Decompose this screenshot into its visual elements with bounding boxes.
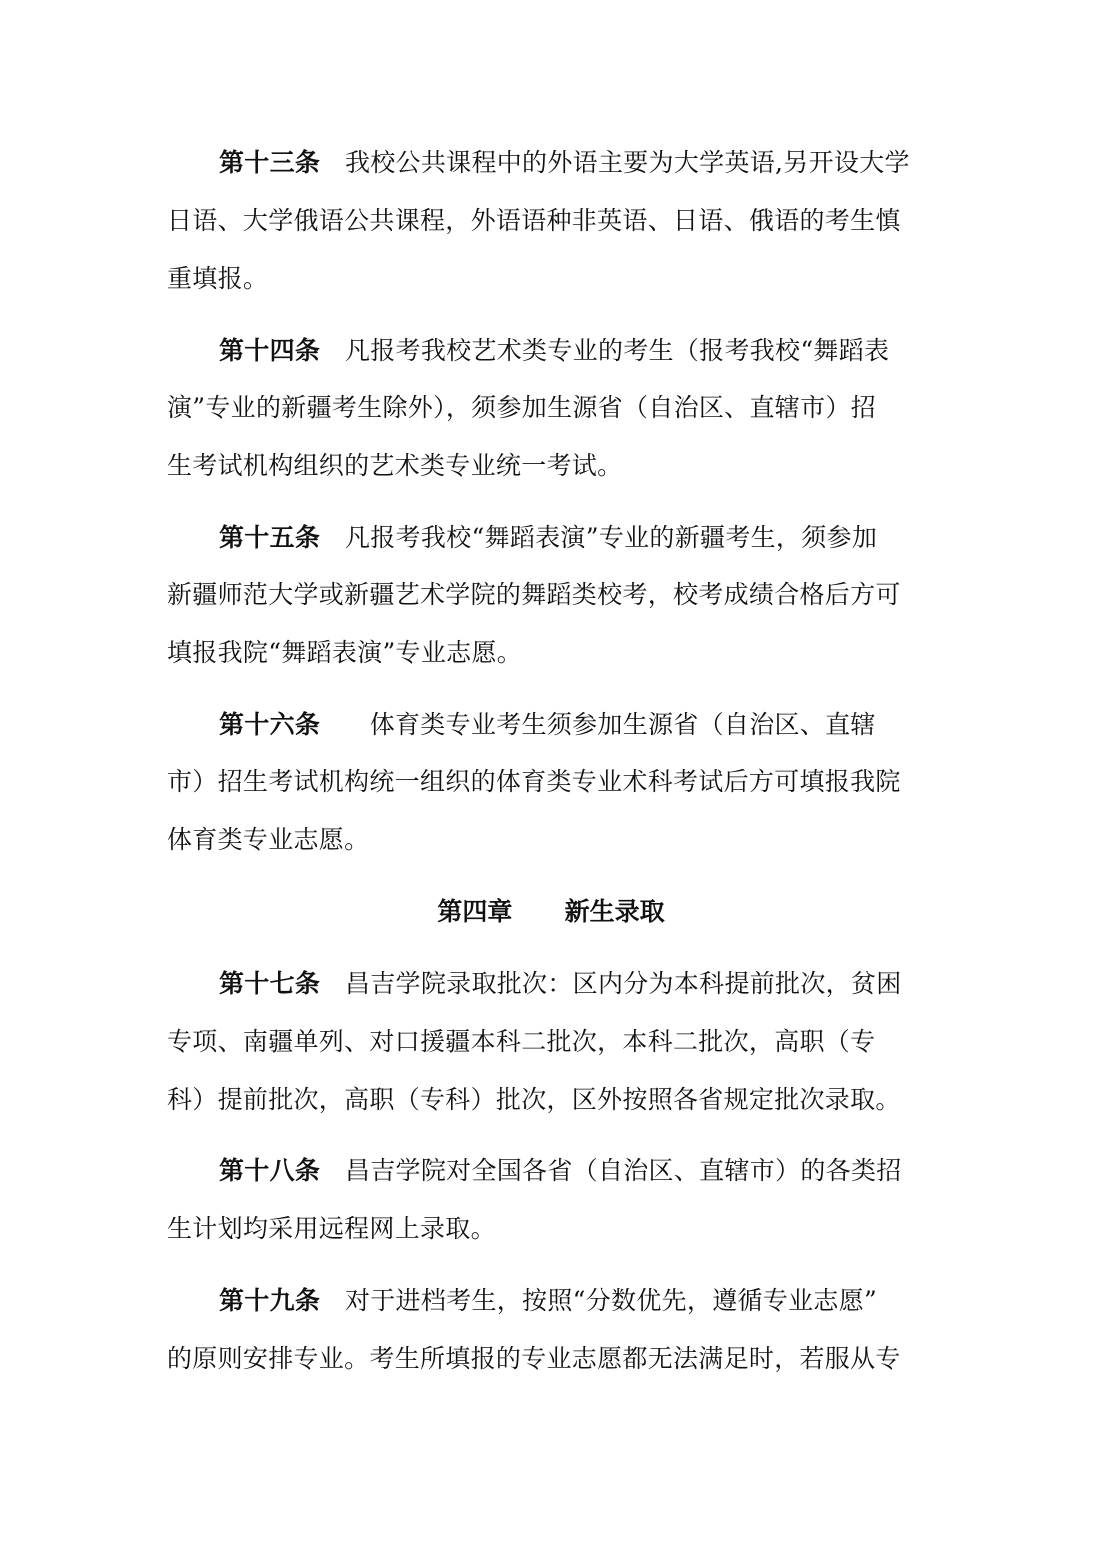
article-label: 第十八条 [219, 1156, 321, 1185]
article-label: 第十五条 [219, 523, 321, 552]
article-label: 第十六条 [219, 710, 321, 739]
article-label: 第十四条 [219, 336, 321, 365]
article-17-line-2: 专项、南疆单列、对口援疆本科二批次，本科二批次，高职（专 [167, 1027, 876, 1056]
article-19-line-2: 的原则安排专业。考生所填报的专业志愿都无法满足时，若服从专 [167, 1344, 901, 1373]
article-14-line-3: 生考试机构组织的艺术类专业统一考试。 [167, 451, 623, 480]
chapter-heading: 第四章 新生录取 [437, 897, 665, 926]
article-13-line-3: 重填报。 [167, 264, 269, 293]
article-16-line-3: 体育类专业志愿。 [167, 825, 370, 854]
article-label: 第十九条 [219, 1286, 321, 1315]
article-label: 第十三条 [219, 148, 321, 177]
article-17-line-3: 科）提前批次，高职（专科）批次，区外按照各省规定批次录取。 [167, 1085, 901, 1114]
article-16-line-2: 市）招生考试机构统一组织的体育类专业术科考试后方可填报我院 [167, 767, 901, 796]
article-19-line-1: 第十九条 对于进档考生，按照“分数优先，遵循专业志愿” [219, 1286, 878, 1315]
article-17-line-1: 第十七条 昌吉学院录取批次：区内分为本科提前批次，贫困 [219, 969, 902, 998]
article-label: 第十七条 [219, 969, 321, 998]
article-18-line-2: 生计划均采用远程网上录取。 [167, 1214, 496, 1243]
article-13-line-2: 日语、大学俄语公共课程，外语语种非英语、日语、俄语的考生慎 [167, 206, 901, 235]
article-15-line-2: 新疆师范大学或新疆艺术学院的舞蹈类校考，校考成绩合格后方可 [167, 580, 901, 609]
article-15-line-3: 填报我院“舞蹈表演”专业志愿。 [167, 638, 523, 667]
article-15-line-1: 第十五条 凡报考我校“舞蹈表演”专业的新疆考生，须参加 [219, 523, 878, 552]
article-14-line-1: 第十四条 凡报考我校艺术类专业的考生（报考我校“舞蹈表 [219, 336, 890, 365]
article-16-line-1: 第十六条 体育类专业考生须参加生源省（自治区、直辖 [219, 710, 876, 739]
article-18-line-1: 第十八条 昌吉学院对全国各省（自治区、直辖市）的各类招 [219, 1156, 902, 1185]
article-13-line-1: 第十三条 我校公共课程中的外语主要为大学英语,另开设大学 [219, 148, 910, 177]
article-14-line-2: 演”专业的新疆考生除外），须参加生源省（自治区、直辖市）招 [167, 393, 876, 422]
